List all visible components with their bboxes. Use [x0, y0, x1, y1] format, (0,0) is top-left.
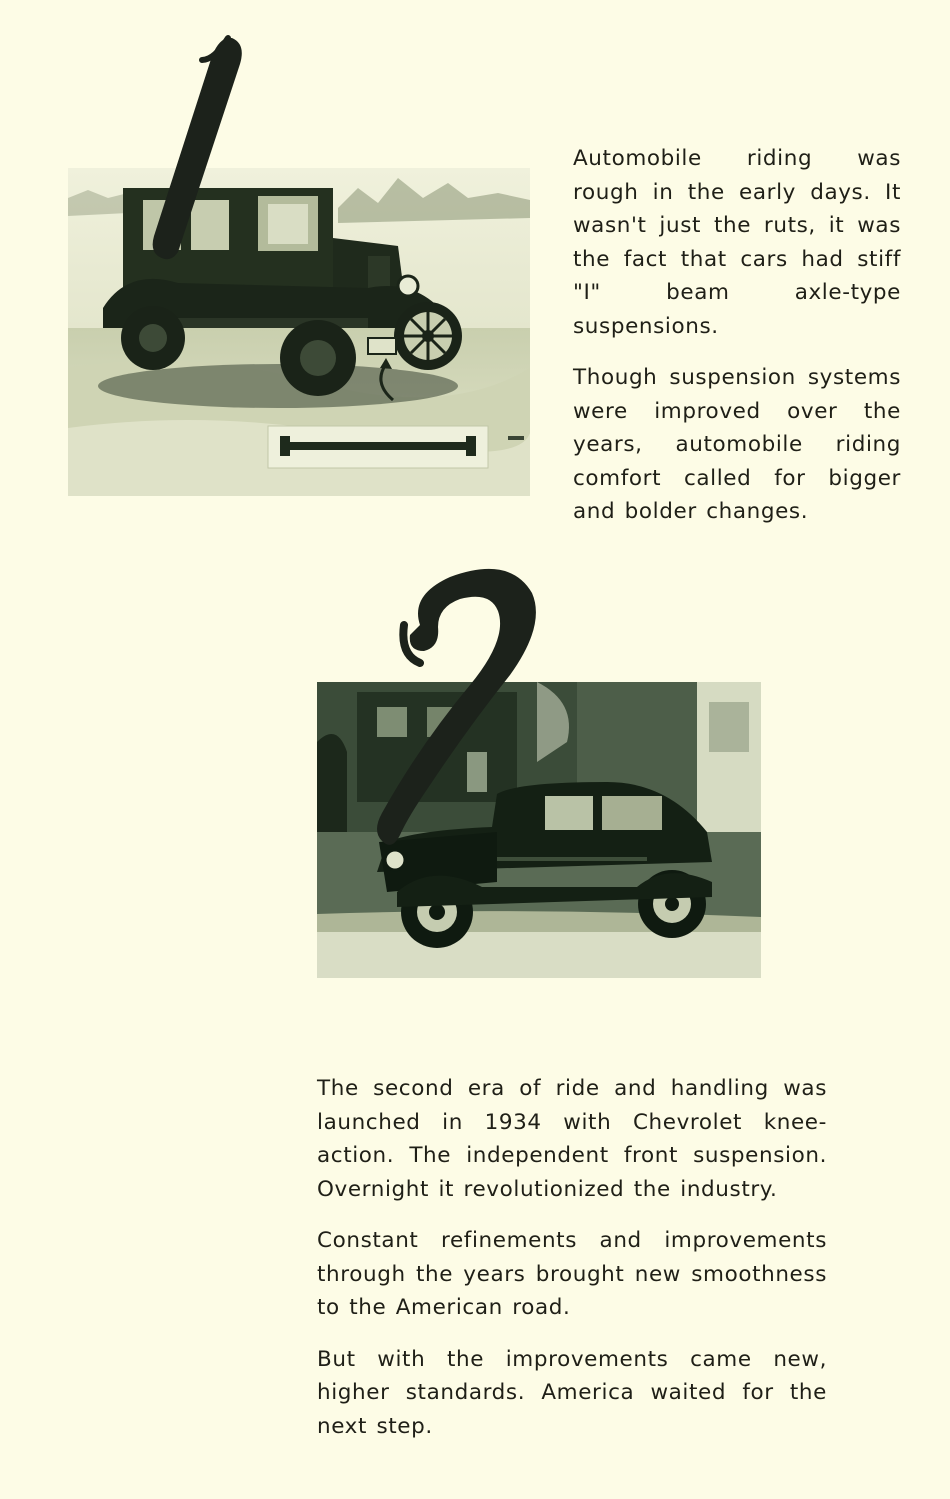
section1-paragraph-2: Though suspension systems were improved over the years, automobile riding comfort called for bigger and bolder changes. [573, 365, 901, 524]
photo-early-car [68, 168, 530, 496]
numeral-two-mark [360, 555, 545, 855]
section1-paragraph-1: Automobile riding was rough in the early days. It wasn't just the ruts, it was the fact that cars had stiff "I" beam axle-type suspensions. [573, 146, 901, 339]
numeral-two-icon [360, 555, 545, 855]
early-car-illustration [68, 168, 530, 496]
section2-paragraph-3: But with the improvements came new, higher standards. America waited for the next step. [317, 1346, 827, 1439]
section2-text [317, 1072, 827, 1461]
section2-paragraph-1: The second era of ride and handling was launched in 1934 with Chevrolet knee-action. The independent front suspension. Overnight it revolutionized the industry. [317, 1076, 827, 1202]
numeral-one-icon [140, 30, 250, 260]
numeral-one-mark [140, 30, 250, 260]
section1-text [573, 142, 901, 547]
section2-paragraph-2: Constant refinements and improvements through the years brought new smoothness to the American road. [317, 1228, 827, 1320]
